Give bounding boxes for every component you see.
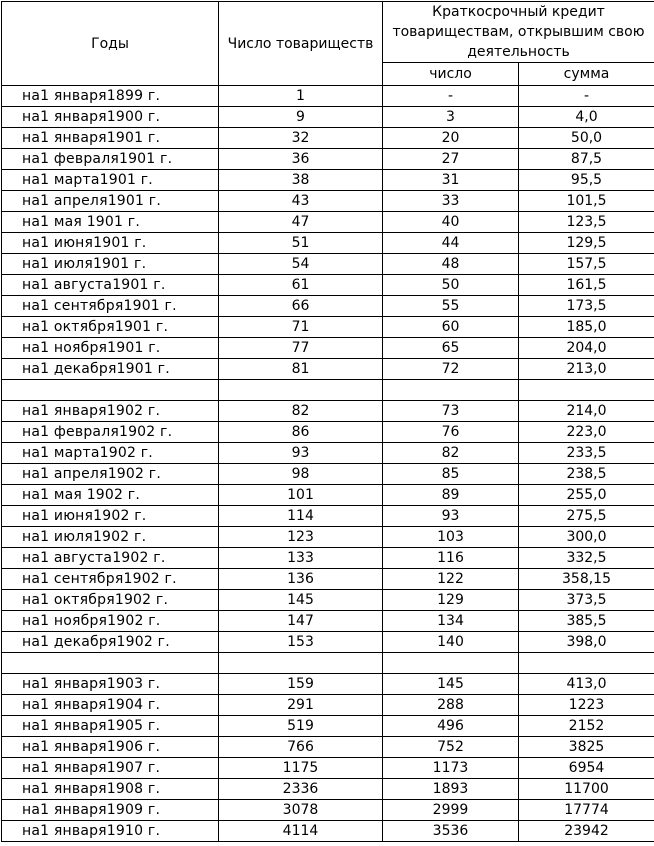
header-credit: Краткосрочный кредит товариществам, открывшим свою деятельность	[383, 2, 654, 63]
cell-date: на1 июля1902 г.	[2, 527, 219, 548]
cell-date: на1 июня1901 г.	[2, 233, 219, 254]
cell-credit-number: 48	[383, 254, 519, 275]
cell-count: 66	[219, 296, 383, 317]
cell-credit-sum: 129,5	[519, 233, 654, 254]
cell-credit-number: 93	[383, 506, 519, 527]
cell-credit-number: 60	[383, 317, 519, 338]
cell-credit-number: 44	[383, 233, 519, 254]
table-row	[2, 821, 654, 842]
cell-date: на1 января1910 г.	[2, 821, 219, 842]
cell-credit-number: 31	[383, 170, 519, 191]
cell-credit-sum: 123,5	[519, 212, 654, 233]
cell-count: 71	[219, 317, 383, 338]
cell-date: на1 мая 1902 г.	[2, 485, 219, 506]
cell-count: 147	[219, 611, 383, 632]
cell-credit-number: 103	[383, 527, 519, 548]
table-row	[2, 632, 654, 653]
table-row	[2, 191, 654, 212]
cell-date: на1 ноября1902 г.	[2, 611, 219, 632]
cell-date: на1 апреля1901 г.	[2, 191, 219, 212]
cell-date: на1 июня1902 г.	[2, 506, 219, 527]
cell-credit-sum: 214,0	[519, 401, 654, 422]
cell-count: 38	[219, 170, 383, 191]
table-header	[2, 2, 654, 86]
cell-credit-sum: 4,0	[519, 107, 654, 128]
cell-count	[219, 380, 383, 401]
cell-count: 81	[219, 359, 383, 380]
cell-credit-sum: 238,5	[519, 464, 654, 485]
table-row	[2, 611, 654, 632]
cell-credit-number: 752	[383, 737, 519, 758]
cell-date: на1 августа1901 г.	[2, 275, 219, 296]
cell-credit-sum: 3825	[519, 737, 654, 758]
cell-credit-sum	[519, 653, 654, 674]
cell-credit-number: 3	[383, 107, 519, 128]
cell-credit-sum: 173,5	[519, 296, 654, 317]
cell-credit-sum: 332,5	[519, 548, 654, 569]
cell-credit-sum: 255,0	[519, 485, 654, 506]
table-row	[2, 128, 654, 149]
cell-count	[219, 653, 383, 674]
cell-credit-number: 33	[383, 191, 519, 212]
cell-count: 93	[219, 443, 383, 464]
cell-credit-number: 3536	[383, 821, 519, 842]
cell-credit-sum: 1223	[519, 695, 654, 716]
cell-credit-number: 134	[383, 611, 519, 632]
cell-count: 43	[219, 191, 383, 212]
cell-credit-number: 140	[383, 632, 519, 653]
cell-count: 1175	[219, 758, 383, 779]
cell-count: 123	[219, 527, 383, 548]
cell-count: 77	[219, 338, 383, 359]
cell-date: на1 декабря1901 г.	[2, 359, 219, 380]
cell-count: 54	[219, 254, 383, 275]
cell-date: на1 января1902 г.	[2, 401, 219, 422]
table-row	[2, 380, 654, 401]
cell-credit-number: 40	[383, 212, 519, 233]
cell-credit-sum: 11700	[519, 779, 654, 800]
cell-credit-number: 85	[383, 464, 519, 485]
cell-credit-sum: 17774	[519, 800, 654, 821]
table-row	[2, 296, 654, 317]
table-row	[2, 359, 654, 380]
table-row	[2, 758, 654, 779]
cell-credit-number: 1893	[383, 779, 519, 800]
cell-date: на1 августа1902 г.	[2, 548, 219, 569]
cell-count: 32	[219, 128, 383, 149]
table-row	[2, 485, 654, 506]
cell-count: 2336	[219, 779, 383, 800]
table-row	[2, 800, 654, 821]
cell-date: на1 января1909 г.	[2, 800, 219, 821]
cell-date: на1 января1899 г.	[2, 86, 219, 107]
cell-date: на1 января1905 г.	[2, 716, 219, 737]
cell-credit-number: 27	[383, 149, 519, 170]
cell-count: 766	[219, 737, 383, 758]
cell-credit-sum: -	[519, 86, 654, 107]
cell-credit-sum: 385,5	[519, 611, 654, 632]
cell-count: 1	[219, 86, 383, 107]
cell-credit-number: 122	[383, 569, 519, 590]
table-row	[2, 401, 654, 422]
cell-credit-sum	[519, 380, 654, 401]
header-credit-number: число	[383, 63, 519, 86]
header-years: Годы	[2, 2, 219, 86]
cell-credit-number: 82	[383, 443, 519, 464]
cell-credit-sum: 101,5	[519, 191, 654, 212]
cell-count: 51	[219, 233, 383, 254]
cell-date: на1 сентября1902 г.	[2, 569, 219, 590]
cell-credit-number: 20	[383, 128, 519, 149]
cell-count: 86	[219, 422, 383, 443]
table-body	[2, 86, 654, 842]
cell-credit-number: 116	[383, 548, 519, 569]
cell-credit-sum: 6954	[519, 758, 654, 779]
cell-date: на1 декабря1902 г.	[2, 632, 219, 653]
cell-date: на1 января1908 г.	[2, 779, 219, 800]
cell-credit-number: -	[383, 86, 519, 107]
cell-count: 519	[219, 716, 383, 737]
cell-date: на1 февраля1901 г.	[2, 149, 219, 170]
cell-date: на1 мая 1901 г.	[2, 212, 219, 233]
cell-count: 136	[219, 569, 383, 590]
cell-date: на1 сентября1901 г.	[2, 296, 219, 317]
cell-count: 3078	[219, 800, 383, 821]
table-row	[2, 149, 654, 170]
table-row	[2, 338, 654, 359]
cell-date: на1 марта1901 г.	[2, 170, 219, 191]
table-row	[2, 653, 654, 674]
cell-count: 159	[219, 674, 383, 695]
cell-count: 61	[219, 275, 383, 296]
table-row	[2, 233, 654, 254]
cell-date: на1 октября1901 г.	[2, 317, 219, 338]
cell-count: 133	[219, 548, 383, 569]
cell-count: 98	[219, 464, 383, 485]
table-row	[2, 569, 654, 590]
cell-count: 101	[219, 485, 383, 506]
cell-credit-sum: 413,0	[519, 674, 654, 695]
cell-credit-number: 55	[383, 296, 519, 317]
cell-credit-sum: 95,5	[519, 170, 654, 191]
table-row	[2, 464, 654, 485]
header-count: Число товариществ	[219, 2, 383, 86]
table-row	[2, 443, 654, 464]
cell-date: на1 января1906 г.	[2, 737, 219, 758]
table-row	[2, 317, 654, 338]
cell-credit-sum: 223,0	[519, 422, 654, 443]
cell-credit-sum: 233,5	[519, 443, 654, 464]
cell-credit-number: 129	[383, 590, 519, 611]
cell-credit-number: 1173	[383, 758, 519, 779]
table-row	[2, 107, 654, 128]
table-row	[2, 212, 654, 233]
cell-credit-sum: 358,15	[519, 569, 654, 590]
cell-credit-number: 73	[383, 401, 519, 422]
cell-date: на1 июля1901 г.	[2, 254, 219, 275]
table-row	[2, 590, 654, 611]
cell-date: на1 марта1902 г.	[2, 443, 219, 464]
cell-count: 114	[219, 506, 383, 527]
cell-date: на1 января1904 г.	[2, 695, 219, 716]
header-credit-sum: сумма	[519, 63, 654, 86]
cell-count: 36	[219, 149, 383, 170]
cell-credit-sum: 87,5	[519, 149, 654, 170]
table-row	[2, 527, 654, 548]
cell-date: на1 января1903 г.	[2, 674, 219, 695]
cell-credit-sum: 2152	[519, 716, 654, 737]
table-row	[2, 275, 654, 296]
cell-credit-sum: 50,0	[519, 128, 654, 149]
cell-credit-sum: 275,5	[519, 506, 654, 527]
cell-date	[2, 653, 219, 674]
cell-date: на1 января1900 г.	[2, 107, 219, 128]
table-row	[2, 254, 654, 275]
cell-credit-sum: 398,0	[519, 632, 654, 653]
cell-credit-sum: 373,5	[519, 590, 654, 611]
cell-count: 153	[219, 632, 383, 653]
cell-credit-number: 76	[383, 422, 519, 443]
table-row	[2, 779, 654, 800]
cell-credit-number: 89	[383, 485, 519, 506]
cell-credit-sum: 185,0	[519, 317, 654, 338]
cell-count: 291	[219, 695, 383, 716]
cell-credit-number: 145	[383, 674, 519, 695]
cell-credit-sum: 204,0	[519, 338, 654, 359]
cell-credit-sum: 213,0	[519, 359, 654, 380]
cell-credit-sum: 157,5	[519, 254, 654, 275]
cell-count: 47	[219, 212, 383, 233]
cell-credit-number: 65	[383, 338, 519, 359]
cell-count: 82	[219, 401, 383, 422]
cell-credit-sum: 23942	[519, 821, 654, 842]
cell-count: 145	[219, 590, 383, 611]
table-row	[2, 506, 654, 527]
cell-credit-sum: 300,0	[519, 527, 654, 548]
cell-credit-number: 50	[383, 275, 519, 296]
cell-credit-number	[383, 653, 519, 674]
table-row	[2, 737, 654, 758]
cell-credit-number: 72	[383, 359, 519, 380]
cell-date: на1 февраля1902 г.	[2, 422, 219, 443]
table-row	[2, 716, 654, 737]
cell-credit-number: 2999	[383, 800, 519, 821]
table-row	[2, 674, 654, 695]
cell-count: 9	[219, 107, 383, 128]
cell-date: на1 января1907 г.	[2, 758, 219, 779]
cell-date	[2, 380, 219, 401]
cell-credit-number: 496	[383, 716, 519, 737]
cell-date: на1 января1901 г.	[2, 128, 219, 149]
table-row	[2, 86, 654, 107]
data-table	[1, 1, 654, 842]
table-row	[2, 548, 654, 569]
cell-date: на1 ноября1901 г.	[2, 338, 219, 359]
table-row	[2, 170, 654, 191]
cell-count: 4114	[219, 821, 383, 842]
cell-credit-number	[383, 380, 519, 401]
table-row	[2, 695, 654, 716]
table-row	[2, 422, 654, 443]
cell-date: на1 апреля1902 г.	[2, 464, 219, 485]
cell-credit-sum: 161,5	[519, 275, 654, 296]
cell-date: на1 октября1902 г.	[2, 590, 219, 611]
cell-credit-number: 288	[383, 695, 519, 716]
